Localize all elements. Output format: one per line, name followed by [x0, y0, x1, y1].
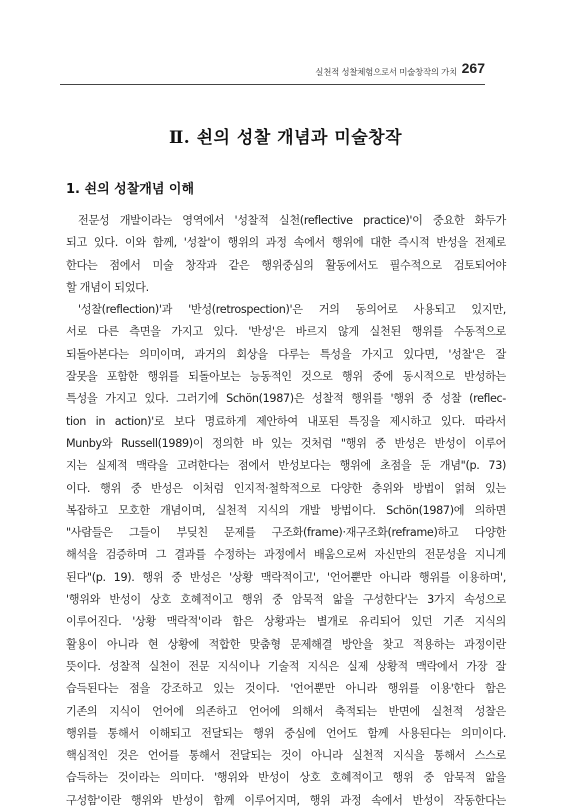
page-number: 267	[461, 60, 485, 76]
text-line: 해석을 검증하며 그 결과를 수정하는 과정에서 배움으로써 자신만의 전문성을 지니게	[66, 548, 506, 562]
text-line: 이다. 행위 중 반성은 이처럼 인지적·철학적으로 다양한 층위와 방법이 얽혀 있는	[66, 481, 506, 495]
text-line: '행위와 반성이 상호 호혜적이고 행위 중 암묵적 앎을 구성한다'는 3가지 속성으로	[66, 593, 506, 607]
text-line: '성찰(reflection)'과 '반성(retrospection)'은 거의 동의어로 사용되고 있지만,	[78, 303, 506, 317]
text-line: Munby와 Russell(1989)이 정의한 바 있는 것처럼 "행위 중 반성은 반성이 이루어	[66, 436, 506, 450]
text-line: 지는 실제적 맥락을 고려한다는 점에서 반성보다는 행위에 초점을 둔 개념"(p. 73)	[66, 459, 506, 473]
body-text	[66, 210, 506, 812]
running-header	[60, 66, 485, 78]
text-line: 전문성 개발이라는 영역에서 '성찰적 실천(reflective practice)'이 중요한 화두가	[78, 214, 506, 227]
running-title: 실천적 성찰체험으로서 미술창작의 가치	[315, 68, 457, 78]
text-line: 되고 있다. 이와 함께, '성찰'이 행위의 과정 속에서 행위에 대한 즉시적 반성을 전제로	[66, 236, 506, 250]
text-line: 구성함'이란 행위와 반성이 함께 이루어지며, 행위 과정 속에서 반성이 작동한다는	[66, 793, 506, 807]
text-line: 기존의 지식이 언어에 의존하고 언어에 의해서 축적되는 반면에 실천적 성찰은	[66, 704, 506, 718]
text-line: 핵심적인 것은 언어를 통해서 전달되는 것이 아니라 실천적 지식을 통해서 스스로	[66, 749, 506, 763]
text-line: 습득된다는 점을 강조하고 있는 것이다. '언어뿐만 아니라 행위를 이용'한다 함은	[66, 682, 506, 696]
text-line: 복잡하고 모호한 개념이며, 실천적 지식의 개발 방법이다. Schön(1987)에 의하면	[66, 503, 506, 517]
text-line: 할 개념이 되었다.	[66, 280, 149, 294]
text-line: 되돌아본다는 의미이며, 과거의 회상을 다루는 특성을 가지고 있다면, '성찰'은 잘	[66, 347, 506, 361]
text-line: 된다"(p. 19). 행위 중 반성은 '상황 맥락적이고', '언어뿐만 아니라 행위를 이용하며',	[66, 570, 506, 584]
section-title: Ⅱ. 쇤의 성찰 개념과 미술창작	[168, 128, 403, 148]
subsection-title: 1. 쇤의 성찰개념 이해	[66, 182, 195, 197]
text-line: tion in action)'로 보다 명료하게 제안하여 내포된 특징을 제시하고 있다. 따라서	[66, 414, 506, 428]
header-divider	[60, 84, 485, 85]
text-line: 서로 다른 측면을 가지고 있다. '반성'은 바르지 않게 실천된 행위를 수동적으로	[66, 325, 506, 339]
text-line: 이루어진다. '상황 맥락적'이라 함은 상황과는 별개로 유리되어 있던 기존 지식의	[66, 615, 506, 629]
text-line: 활용이 아니라 현 상황에 적합한 맞춤형 문제해결 방안을 찾고 적용하는 과정이란	[66, 637, 506, 651]
text-line: "사람들은 그들이 부딪친 문제를 구조화(frame)·재구조화(reframe)하고 다양한	[66, 526, 506, 540]
text-line: 습득하는 것이라는 의미다. '행위와 반성이 상호 호혜적이고 행위 중 암묵적 앎을	[66, 771, 506, 785]
text-line: 특성을 가지고 있다. 그러기에 Schön(1987)은 성찰적 행위를 '행위 중 성찰 (reflec-	[66, 392, 506, 406]
text-line: 행위를 통해서 이해되고 전달되는 행위 중심에 언어도 함께 사용된다는 의미이다.	[66, 726, 506, 740]
text-line: 한다는 점에서 미술 창작과 같은 행위중심의 활동에서도 필수적으로 검토되어야	[66, 258, 506, 272]
text-line: 뜻이다. 성찰적 실천이 전문 지식이나 기술적 지식은 실제 상황적 맥락에서 가장 잘	[66, 659, 506, 673]
text-line: 잘못을 포함한 행위를 되돌아보는 능동적인 것으로 행위 중에 동시적으로 반성하는	[66, 370, 506, 384]
